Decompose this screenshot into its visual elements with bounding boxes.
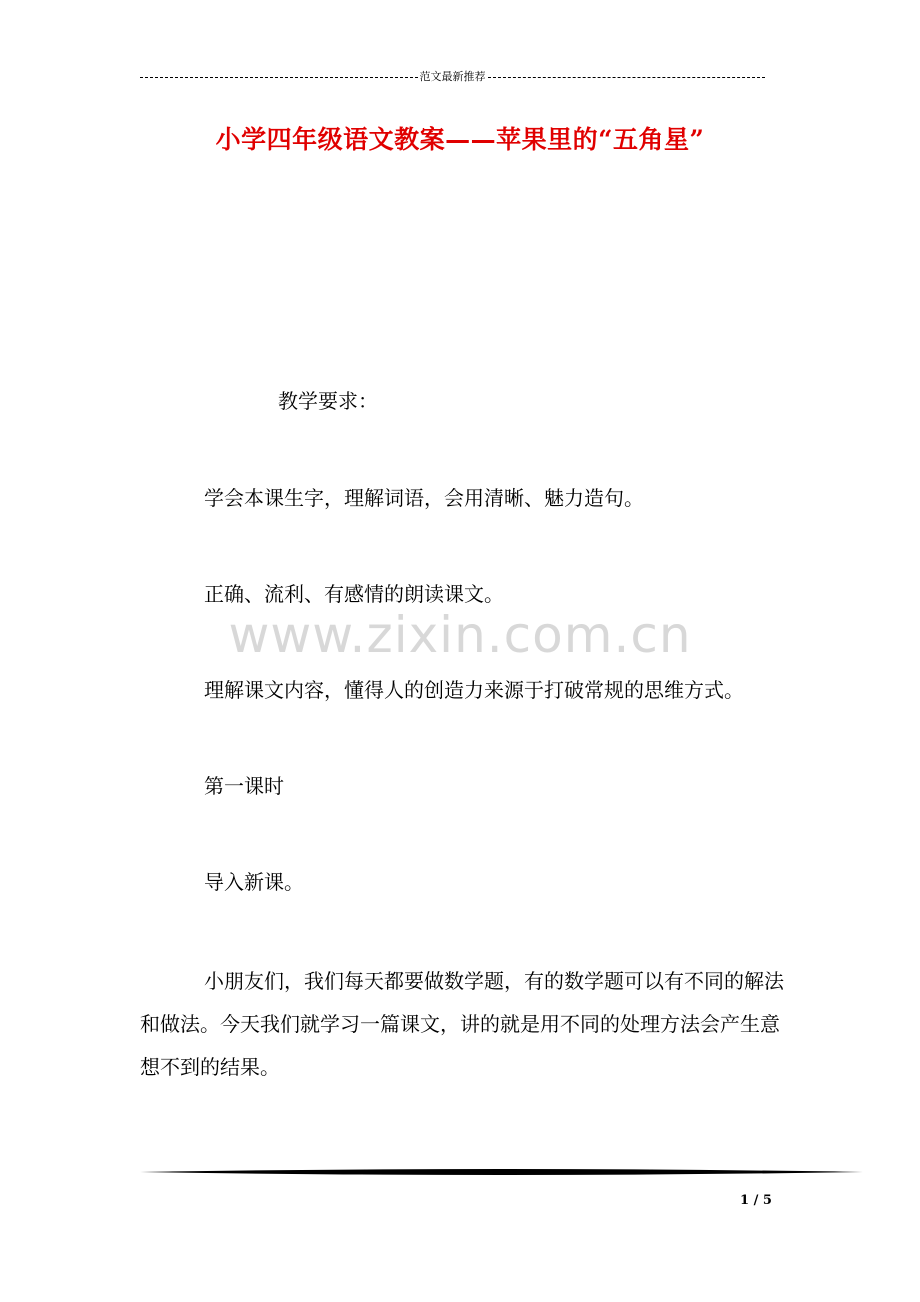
intro-heading: 导入新课。 <box>204 870 304 894</box>
requirements-heading: 教学要求： <box>278 389 378 413</box>
header-dash-right <box>488 77 766 78</box>
header-dash-left <box>140 77 418 78</box>
requirement-item-2: 正确、流利、有感情的朗读课文。 <box>204 582 504 606</box>
requirement-item-1: 学会本课生字，理解词语，会用清晰、魅力造句。 <box>204 486 644 510</box>
intro-paragraph: 小朋友们，我们每天都要做数学题，有的数学题可以有不同的解法和做法。今天我们就学习一篇课文，讲的就是用不同的处理方法会产生意想不到的结果。 <box>140 969 784 1079</box>
footer-rule <box>140 1165 863 1179</box>
page-header <box>140 70 765 84</box>
page-number: 1 / 5 <box>740 1193 772 1208</box>
watermark: www.zixin.com.cn <box>228 606 692 664</box>
lesson-heading: 第一课时 <box>204 774 284 798</box>
requirement-item-3: 理解课文内容，懂得人的创造力来源于打破常规的思维方式。 <box>204 678 744 702</box>
document-title: 小学四年级语文教案——苹果里的“五角星” <box>215 125 705 154</box>
header-text: 范文最新推荐 <box>419 70 486 83</box>
